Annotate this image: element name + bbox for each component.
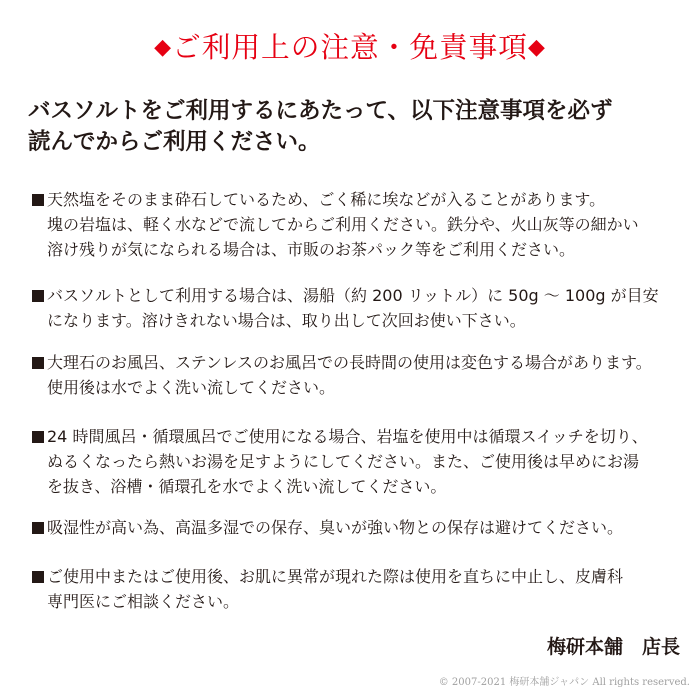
page-title-text: ご利用上の注意・免責事項 (172, 30, 528, 64)
notice-line: 24 時間風呂・循環風呂でご使用になる場合、岩塩を使用中は循環スイッチを切り、 (47, 427, 648, 446)
lead-line: バスソルトをご利用するにあたって、以下注意事項を必ず (28, 98, 613, 124)
square-bullet-icon (32, 522, 44, 534)
notice-item (32, 424, 692, 499)
square-bullet-icon (32, 357, 44, 369)
notice-item (32, 187, 692, 262)
diamond-icon-right: ◆ (527, 35, 546, 60)
notice-line: ご使用中またはご使用後、お肌に異常が現れた際は使用を直ちに中止し、皮膚科 (47, 567, 624, 586)
notice-line: 使用後は水でよく洗い流してください。 (47, 378, 336, 397)
notice-item (32, 350, 692, 400)
square-bullet-icon (32, 194, 44, 206)
page-title (0, 26, 700, 69)
notice-line: を抜き、浴槽・循環孔を水でよく洗い流してください。 (47, 477, 447, 496)
notice-line: 溶け残りが気になられる場合は、市販のお茶パック等をご利用ください。 (47, 240, 576, 259)
notice-line: 塊の岩塩は、軽く水などで流してからご利用ください。鉄分や、火山灰等の細かい (47, 215, 639, 234)
square-bullet-icon (32, 290, 44, 302)
notice-line: 大理石のお風呂、ステンレスのお風呂での長時間の使用は変色する場合があります。 (47, 353, 652, 372)
lead-paragraph (28, 96, 688, 158)
lead-line: 読んでからご利用ください。 (28, 129, 321, 155)
notice-item (32, 564, 692, 614)
notice-item (32, 515, 692, 540)
notice-line: になります。溶けきれない場合は、取り出して次回お使い下さい。 (47, 311, 526, 330)
notice-line: 専門医にご相談ください。 (47, 592, 240, 611)
notice-item (32, 283, 692, 333)
square-bullet-icon (32, 431, 44, 443)
diamond-icon-left: ◆ (154, 35, 173, 60)
notice-line: ぬるくなったら熱いお湯を足すようにしてください。また、ご使用後は早めにお湯 (47, 452, 640, 471)
square-bullet-icon (32, 571, 44, 583)
copyright-notice: © 2007-2021 梅研本舗ジャパン All rights reserved. (438, 677, 690, 688)
notice-line: バスソルトとして利用する場合は、湯船（約 200 リットル）に 50g 〜 100g が目安 (47, 286, 659, 305)
signature: 梅研本舗 店長 (546, 636, 680, 658)
notice-line: 吸湿性が高い為、高温多湿での保存、臭いが強い物との保存は避けてください。 (47, 518, 624, 537)
notice-line: 天然塩をそのまま砕石しているため、ごく稀に埃などが入ることがあります。 (47, 190, 606, 209)
